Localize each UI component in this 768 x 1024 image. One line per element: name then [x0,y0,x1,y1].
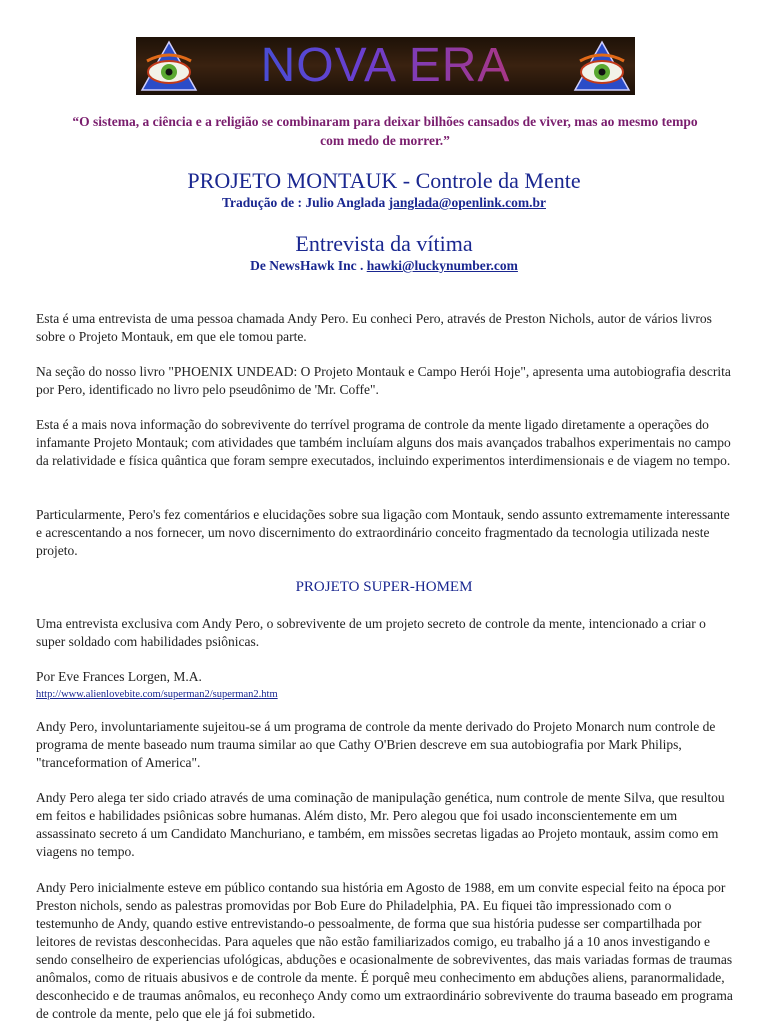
source-credit [0,257,768,275]
banner-title: NOVA ERA [136,39,635,93]
source-url-link[interactable]: http://www.alienlovebite.com/superman2/superman2.htm [36,689,278,700]
paragraph: Na seção do nosso livro "PHOENIX UNDEAD: O Projeto Montauk e Campo Herói Hoje", apresenta uma autobiografia descrita por Pero, identificado no livro pelo pseudônimo de 'Mr. Coffe". [36,364,731,397]
epigraph-quote: “O sistema, a ciência e a religião se combinaram para deixar bilhões cansados de viver, mas ao mesmo tempo com medo de morrer.” [72,114,698,148]
translator-email-link[interactable]: janglada@openlink.com.br [388,195,546,210]
paragraph: Particularmente, Pero's fez comentários e elucidações sobre sua ligação com Montauk, sendo assunto extremamente interessante e acrescentando a nos fornecer, um novo discernimento do extraordinário conceito fragmentado da tecnologia utilizada neste projeto. [36,507,730,558]
translation-label: Tradução de : Julio Anglada [222,195,386,210]
nova-era-banner [136,37,635,95]
paragraph: Esta é a mais nova informação do sobrevivente do terrível programa de controle da mente ligado diretamente a operações do infamante Projeto Montauk; com atividades que também incluíam alguns dos mais avançados trabalhos experimentais no campo da relatividade e física quântica que foram sempre executados, incluindo experimentos interdimensionais e de viagem no tempo. [36,417,731,468]
author-line: Por Eve Frances Lorgen, M.A. [36,669,202,684]
translation-credit [0,194,768,212]
paragraph: Esta é uma entrevista de uma pessoa chamada Andy Pero. Eu conheci Pero, através de Preston Nichols, autor de vários livros sobre o Projeto Montauk, em que ele tomou parte. [36,311,712,344]
source-label: De NewsHawk Inc . [250,258,364,273]
paragraph: Andy Pero inicialmente esteve em público contando sua história em Agosto de 1988, em um convite especial feito na época por Preston nichols, sendo as palestras promovidas por Bob Eure do Philadelphia, PA. Eu fiquei tão impressionado com o testemunho de Andy, quando estive entrevistando-o pessoalmente, de forma que sua história pudesse ser compartilhada por leitores de revistas desconhecidas. Para aqueles que não estão familiarizados comigo, eu trabalho já a 10 anos investigando e sendo conselheiro de experiencias ufológicas, abduções e ocasionalmente de sobreviventes, das mais variadas formas de traumas anômalos, como de rituais abusivos e de controle da mente. É porquê meu conhecimento em abduções aliens, paranormalidade, desconhecido e de traumas anômalos, eu reconheço Andy como um extraordinário sobrevivente do trauma baseado em programa de controle da mente, pelo que ele já foi submetido. [36,880,733,1021]
author-source [36,684,736,704]
interview-title: Entrevista da vítima [295,231,473,256]
paragraph: Uma entrevista exclusiva com Andy Pero, o sobrevivente de um projeto secreto de controle da mente, intencionado a criar o super soldado com habilidades psiônicas. [36,616,706,649]
source-email-link[interactable]: hawki@luckynumber.com [366,258,518,273]
paragraph: Andy Pero alega ter sido criado através de uma cominação de manipulação genética, num controle de mente Silva, que resultou em feitos e habilidades psiônicas sobre humanas. Além disto, Mr. Pero alegou que foi usado inconscientemente em um assassinato secreto á um Candidato Manchuriano, e também, em missões secretas ligadas ao Projeto montauk, assim como em viagens no tempo. [36,790,725,859]
paragraph: Andy Pero, involuntariamente sujeitou-se á um programa de controle da mente derivado do Projeto Monarch num controle de programa de mente baseado num trauma similar ao que Cathy O'Brien descreve em sua autobiografia por Mark Philips, "tranceformation of America". [36,719,716,770]
section-heading: PROJETO SUPER-HOMEM [295,579,473,595]
pyramid-eye-icon [572,39,632,93]
main-title: PROJETO MONTAUK - Controle da Mente [187,168,581,193]
